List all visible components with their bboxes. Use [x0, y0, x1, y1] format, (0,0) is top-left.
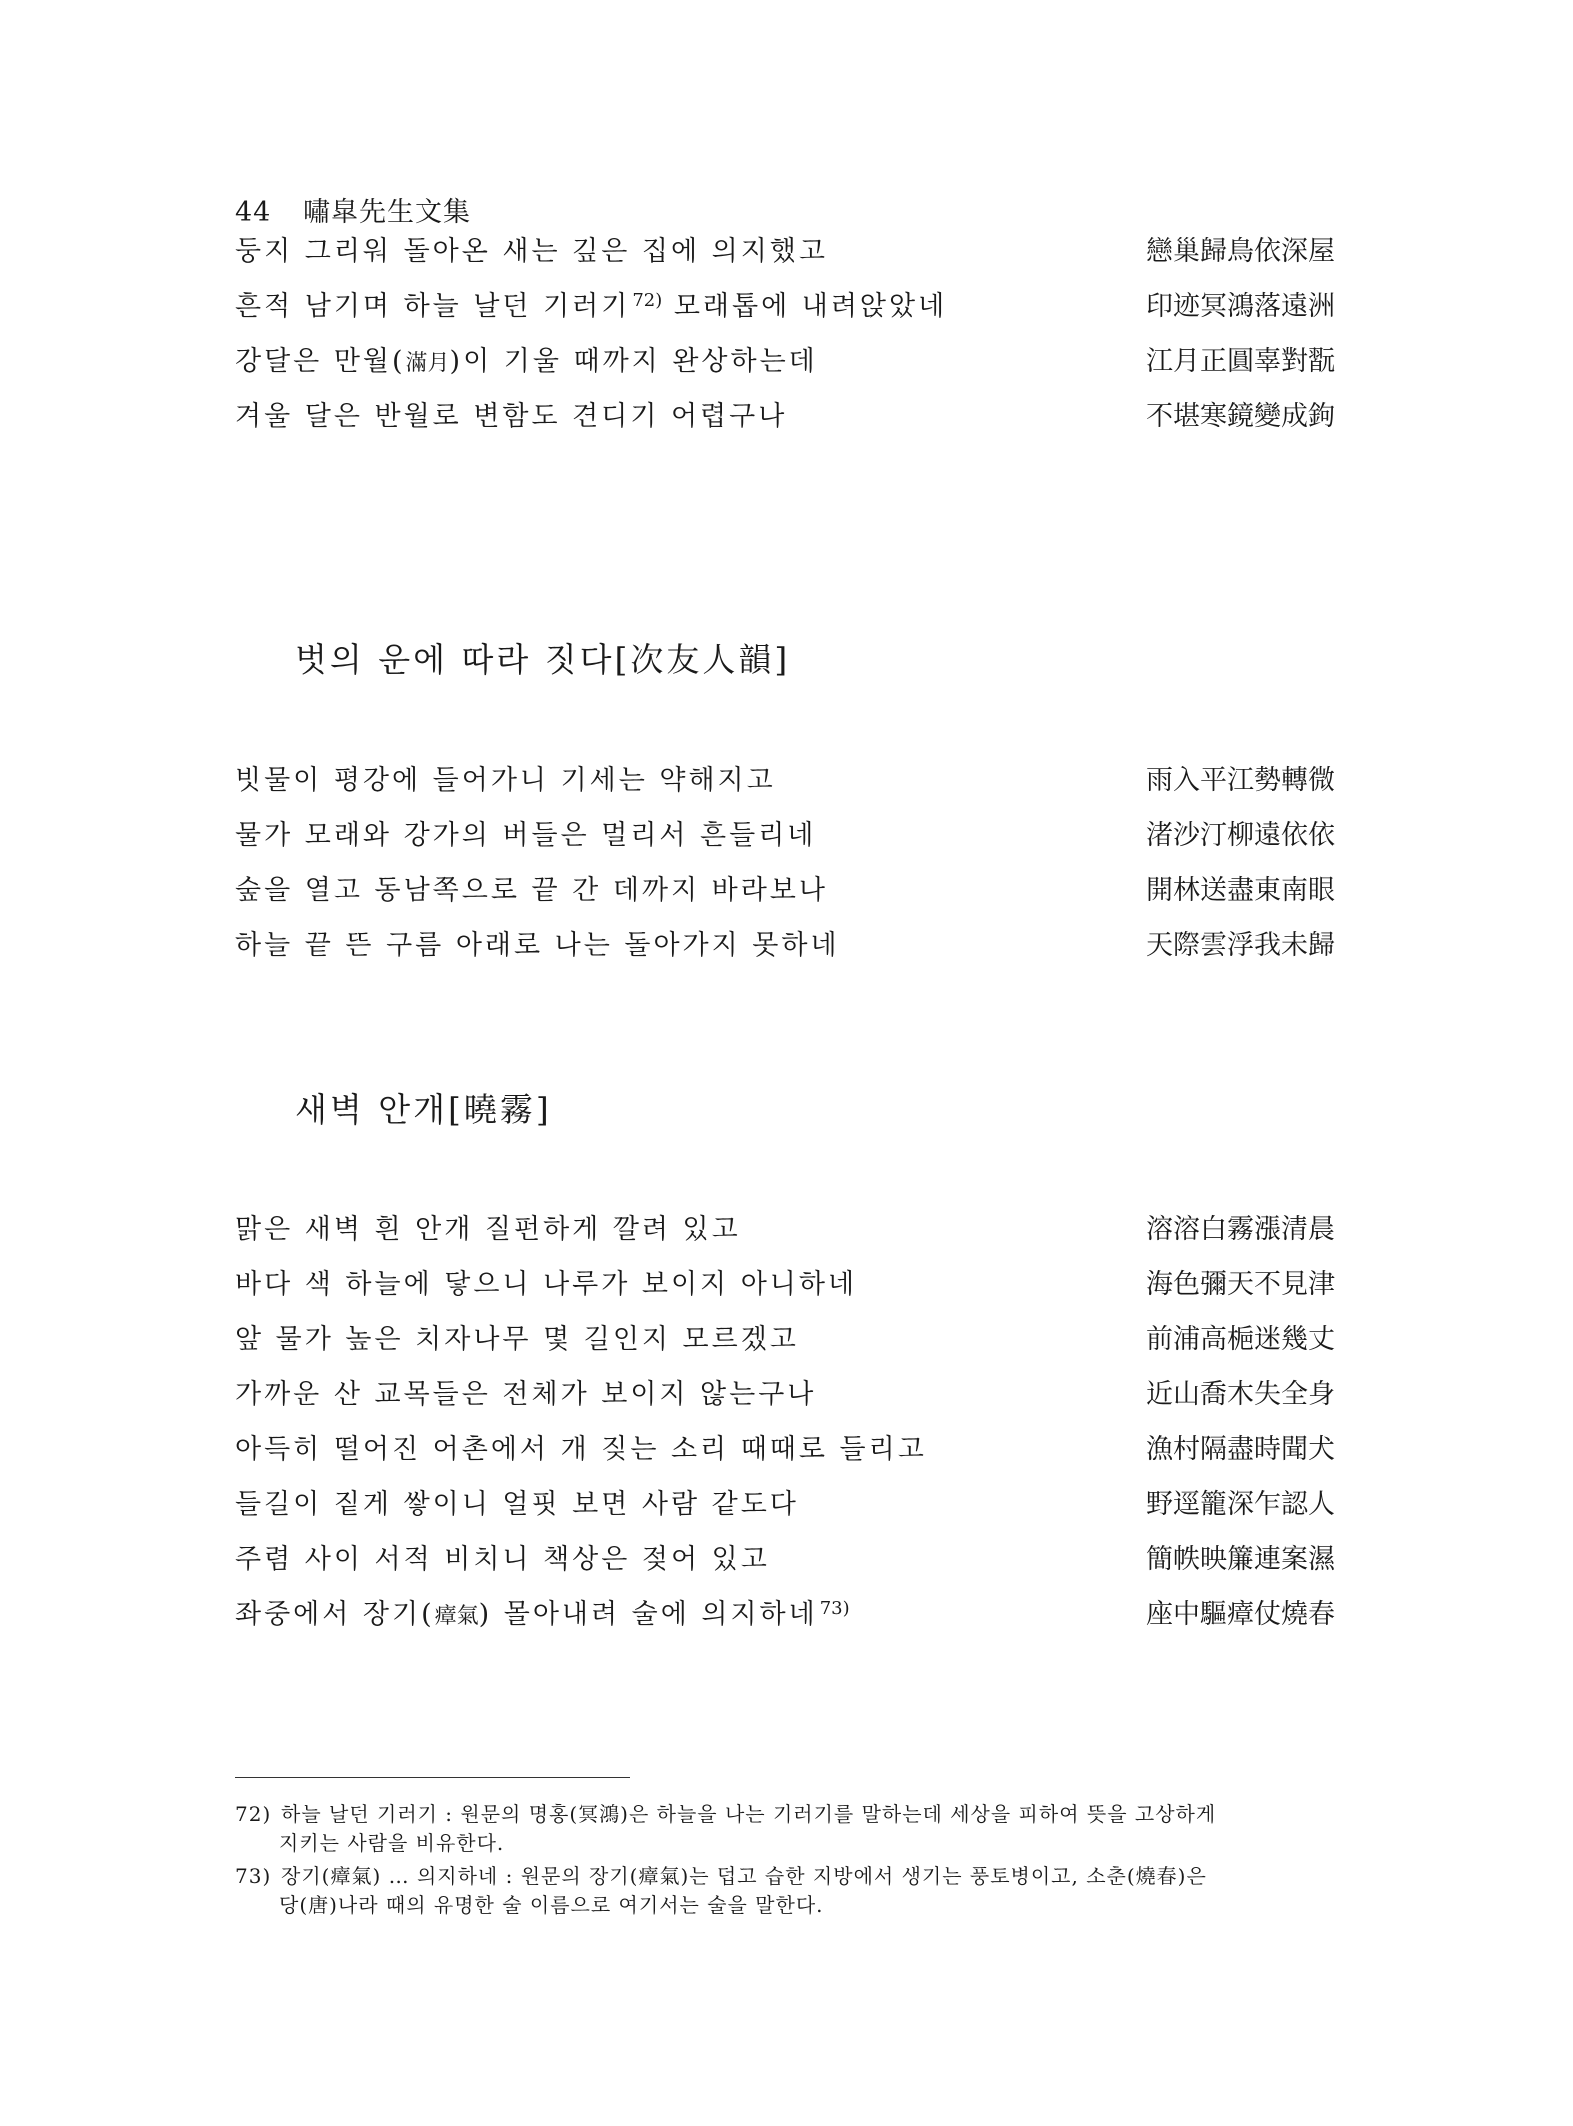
poem-line	[235, 1317, 1335, 1372]
poem-line	[235, 1372, 1335, 1427]
korean-translation: 주렴 사이 서적 비치니 책상은 젖어 있고	[235, 1544, 770, 1575]
hanja-original: 近山喬木失全身	[1146, 1379, 1335, 1410]
footnotes	[235, 1800, 1345, 1924]
poem-line	[235, 1427, 1335, 1482]
poem-line	[235, 394, 1335, 449]
korean-translation: 겨울 달은 반월로 변함도 견디기 어렵구나	[235, 401, 788, 432]
korean-translation: 가까운 산 교목들은 전체가 보이지 않는구나	[235, 1379, 817, 1410]
poem-line	[235, 1207, 1335, 1262]
poem-line	[235, 1262, 1335, 1317]
hanja-original: 海色彌天不見津	[1146, 1269, 1335, 1300]
poem-line	[235, 1592, 1335, 1647]
hanja-original: 戀巢歸鳥依深屋	[1146, 236, 1335, 267]
hanja-original: 渚沙汀柳遠依依	[1146, 820, 1335, 851]
korean-translation: 숲을 열고 동남쪽으로 끝 간 데까지 바라보나	[235, 875, 828, 906]
korean-translation: 들길이 짙게 쌓이니 얼핏 보면 사람 같도다	[235, 1489, 799, 1520]
footnote-ref: 72)	[632, 290, 663, 311]
hanja-original: 野逕籠深乍認人	[1146, 1489, 1335, 1520]
poem-line	[235, 868, 1335, 923]
korean-translation: 강달은 만월(滿月)이 기울 때까지 완상하는데	[235, 346, 818, 377]
poem-line	[235, 923, 1335, 978]
footnote-number: 73)	[235, 1864, 272, 1888]
footnote-ref: 73)	[819, 1598, 850, 1619]
running-header	[235, 190, 471, 229]
hanja-original: 前浦高梔迷幾丈	[1146, 1324, 1335, 1355]
poem	[235, 1207, 1335, 1647]
poem-title: 벗의 운에 따라 짓다[次友人韻]	[295, 640, 791, 679]
footnote-text: 당(唐)나라 때의 유명한 술 이름으로 여기서는 술을 말한다.	[279, 1893, 824, 1917]
footnote-rule	[235, 1777, 630, 1778]
poem-line	[235, 284, 1335, 339]
hanja-original: 開林送盡東南眼	[1146, 875, 1335, 906]
page-number: 44	[235, 197, 272, 228]
footnote	[235, 1862, 1345, 1920]
poem-line	[235, 1537, 1335, 1592]
poem-line	[235, 1482, 1335, 1537]
poem-line	[235, 758, 1335, 813]
korean-translation: 맑은 새벽 흰 안개 질펀하게 깔려 있고	[235, 1214, 741, 1245]
korean-translation: 물가 모래와 강가의 버들은 멀리서 흔들리네	[235, 820, 817, 851]
hanja-original: 天際雲浮我未歸	[1146, 930, 1335, 961]
poem-line	[235, 813, 1335, 868]
korean-translation: 하늘 끝 뜬 구름 아래로 나는 돌아가지 못하네	[235, 930, 840, 961]
korean-translation: 아득히 떨어진 어촌에서 개 짖는 소리 때때로 들리고	[235, 1434, 927, 1465]
footnote-number: 72)	[235, 1802, 272, 1826]
poem-line	[235, 229, 1335, 284]
footnote-text: 하늘 날던 기러기 : 원문의 명홍(冥鴻)은 하늘을 나는 기러기를 말하는데 세상을 피하여 뜻을 고상하게	[281, 1802, 1217, 1826]
hanja-original: 座中驅瘴仗燒春	[1146, 1599, 1335, 1630]
footnote	[235, 1800, 1345, 1858]
hanja-original: 江月正圓辜對翫	[1146, 346, 1335, 377]
poem-title: 새벽 안개[曉霧]	[295, 1090, 552, 1129]
poem-line	[235, 339, 1335, 394]
hanja-original: 不堪寒鏡變成鉤	[1146, 401, 1335, 432]
korean-translation: 둥지 그리워 돌아온 새는 깊은 집에 의지했고	[235, 236, 828, 267]
korean-translation: 빗물이 평강에 들어가니 기세는 약해지고	[235, 765, 776, 796]
footnote-text: 장기(瘴氣) … 의지하네 : 원문의 장기(瘴氣)는 덥고 습한 지방에서 생기는 풍토병이고, 소춘(燒春)은	[281, 1864, 1207, 1888]
hanja-original: 溶溶白霧漲清晨	[1146, 1214, 1335, 1245]
book-title: 嘯皐先生文集	[302, 197, 471, 228]
poem	[235, 758, 1335, 978]
hanja-original: 印迹冥鴻落遠洲	[1146, 291, 1335, 322]
korean-translation: 바다 색 하늘에 닿으니 나루가 보이지 아니하네	[235, 1269, 858, 1300]
footnote-text: 지키는 사람을 비유한다.	[279, 1831, 505, 1855]
korean-translation: 흔적 남기며 하늘 날던 기러기 $^{72)}$ 모래톱에 내려앉았네	[235, 290, 948, 322]
poem-continued	[235, 229, 1335, 449]
korean-translation: 좌중에서 장기(瘴氣) 몰아내려 술에 의지하네 $^{73)}$	[235, 1598, 850, 1630]
hanja-original: 簡帙映簾連案濕	[1146, 1544, 1335, 1575]
korean-translation: 앞 물가 높은 치자나무 몇 길인지 모르겠고	[235, 1324, 799, 1355]
hanja-original: 雨入平江勢轉微	[1146, 765, 1335, 796]
hanja-original: 漁村隔盡時聞犬	[1146, 1434, 1335, 1465]
